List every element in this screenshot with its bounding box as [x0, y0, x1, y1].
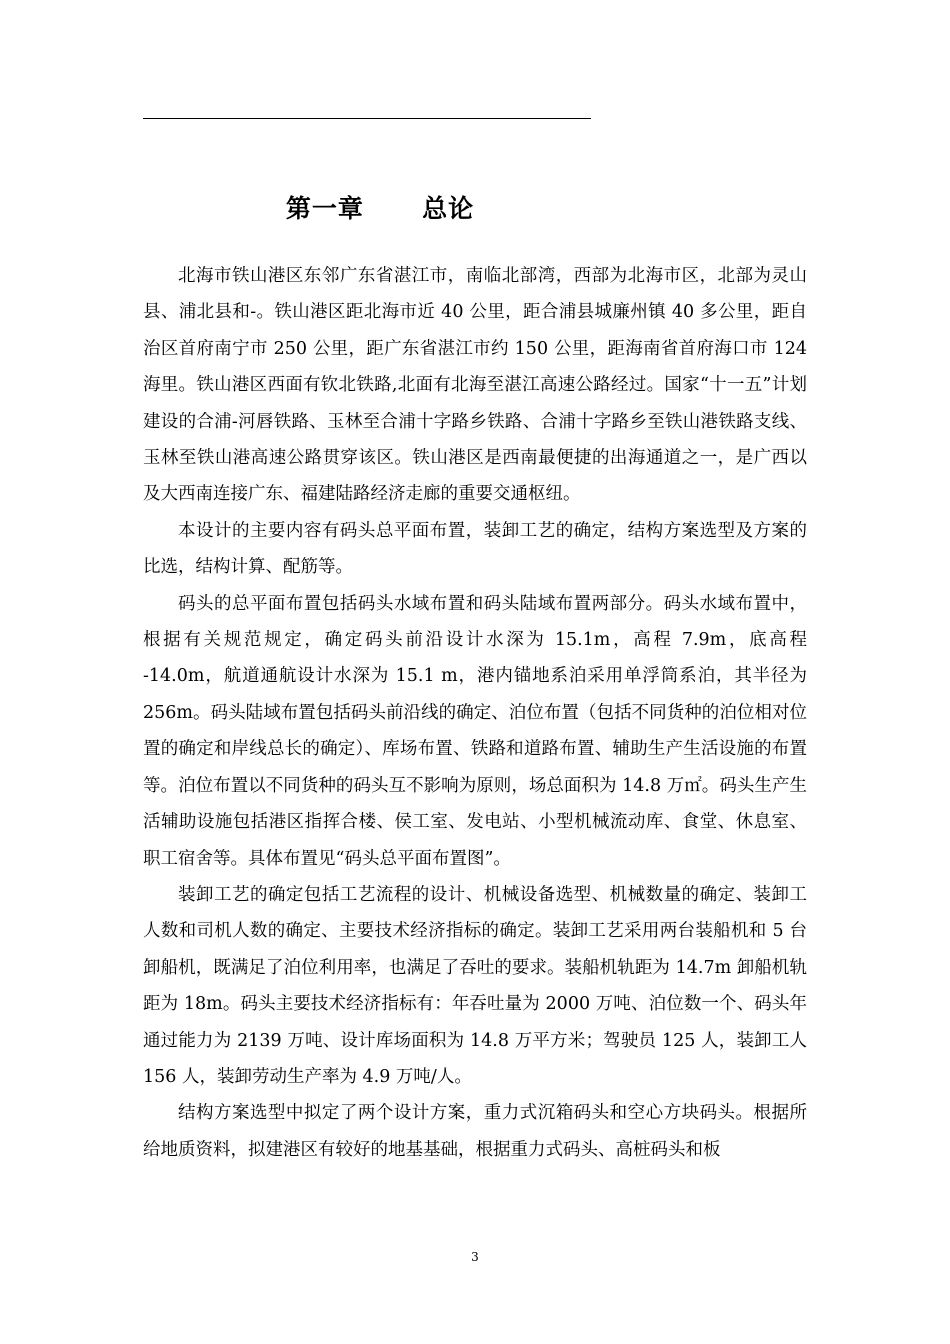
paragraph-location: 北海市铁山港区东邻广东省湛江市，南临北部湾，西部为北海市区，北部为灵山县、浦北县和-。铁山港区距北海市近 40 公里，距合浦县城廉州镇 40 多公里，距自治区首府南宁市 250 公里，距广东省湛江市约 150 公里，距海南省首府海口市 124 海里。铁山港区西面有钦北铁路,北面有北海至湛江高速公路经过。国家“十一五”计划建设的合浦-河唇铁路、玉林至合浦十字路乡铁路、合浦十字路乡至铁山港铁路支线、玉林至铁山港高速公路贯穿该区。铁山港区是西南最便捷的出海通道之一，是广西以及大西南连接广东、福建陆路经济走廊的重要交通枢纽。 [143, 266, 807, 505]
paragraph-structure-scheme: 结构方案选型中拟定了两个设计方案，重力式沉箱码头和空心方块码头。根据所给地质资料，拟建港区有较好的地基基础，根据重力式码头、高桩码头和板 [143, 1103, 807, 1160]
header-rule [143, 118, 591, 119]
paragraph-design-content: 本设计的主要内容有码头总平面布置，装卸工艺的确定，结构方案选型及方案的比选，结构计算、配筋等。 [143, 520, 807, 578]
paragraph-handling-process: 装卸工艺的确定包括工艺流程的设计、机械设备选型、机械数量的确定、装卸工人数和司机人数的确定、主要技术经济指标的确定。装卸工艺采用两台装船机和 5 台卸船机，既满足了泊位利用率，也满足了吞吐的要求。装船机轨距为 14.7m 卸船机轨距为 18m。码头主要技术经济指标有：年吞吐量为 2000 万吨、泊位数一个、码头年通过能力为 2139 万吨、设计库场面积为 14.8 万平方米；驾驶员 125 人，装卸工人 156 人，装卸劳动生产率为 4.9 万吨/人。 [143, 884, 807, 1087]
chapter-title: 第一章 总论 [285, 193, 475, 223]
page-number: 3 [471, 1250, 479, 1264]
body-text [143, 258, 807, 1168]
paragraph-layout: 码头的总平面布置包括码头水域布置和码头陆域布置两部分。码头水域布置中，根据有关规范规定，确定码头前沿设计水深为 15.1m，高程 7.9m，底高程 -14.0m，航道通航设计水深为 15.1 m，港内锚地系泊采用单浮筒系泊，其半径为 256m。码头陆域布置包括码头前沿线的确定、泊位布置（包括不同货种的泊位相对位置的确定和岸线总长的确定）、库场布置、铁路和道路布置、辅助生产生活设施的布置等。泊位布置以不同货种的码头互不影响为原则，场总面积为 14.8 万㎡。码头生产生活辅助设施包括港区指挥合楼、侯工室、发电站、小型机械流动库、食堂、休息室、职工宿舍等。具体布置见“码头总平面布置图”。 [143, 593, 807, 869]
